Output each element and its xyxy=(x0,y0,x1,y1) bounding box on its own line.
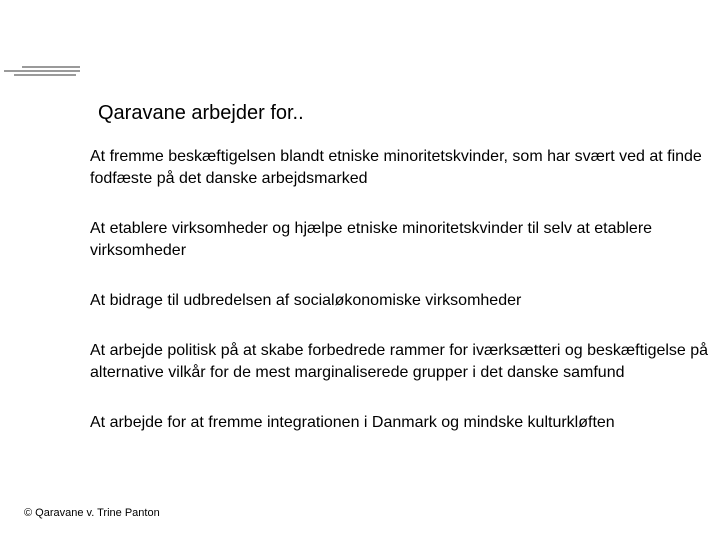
slide-title: Qaravane arbejder for.. xyxy=(98,102,304,124)
list-item: At arbejde politisk på at skabe forbedrede rammer for iværksætteri og beskæftigelse på alternative vilkår for de mest marginaliserede grupper i det danske samfund xyxy=(90,342,709,381)
list-item: At etablere virksomheder og hjælpe etniske minoritetskvinder til selv at etablere virksomheder xyxy=(90,220,653,259)
copyright-footer: © Qaravane v. Trine Panton xyxy=(24,507,160,519)
list-item: At fremme beskæftigelsen blandt etniske minoritetskvinder, som har svært ved at finde fodfæste på det danske arbejdsmarked xyxy=(90,148,702,187)
list-item: At arbejde for at fremme integrationen i Danmark og mindske kulturkløften xyxy=(90,414,615,431)
logo-tiny-text xyxy=(4,66,84,84)
list-item: At bidrage til udbredelsen af socialøkonomiske virksomheder xyxy=(90,292,522,309)
bullet-list xyxy=(90,146,715,434)
